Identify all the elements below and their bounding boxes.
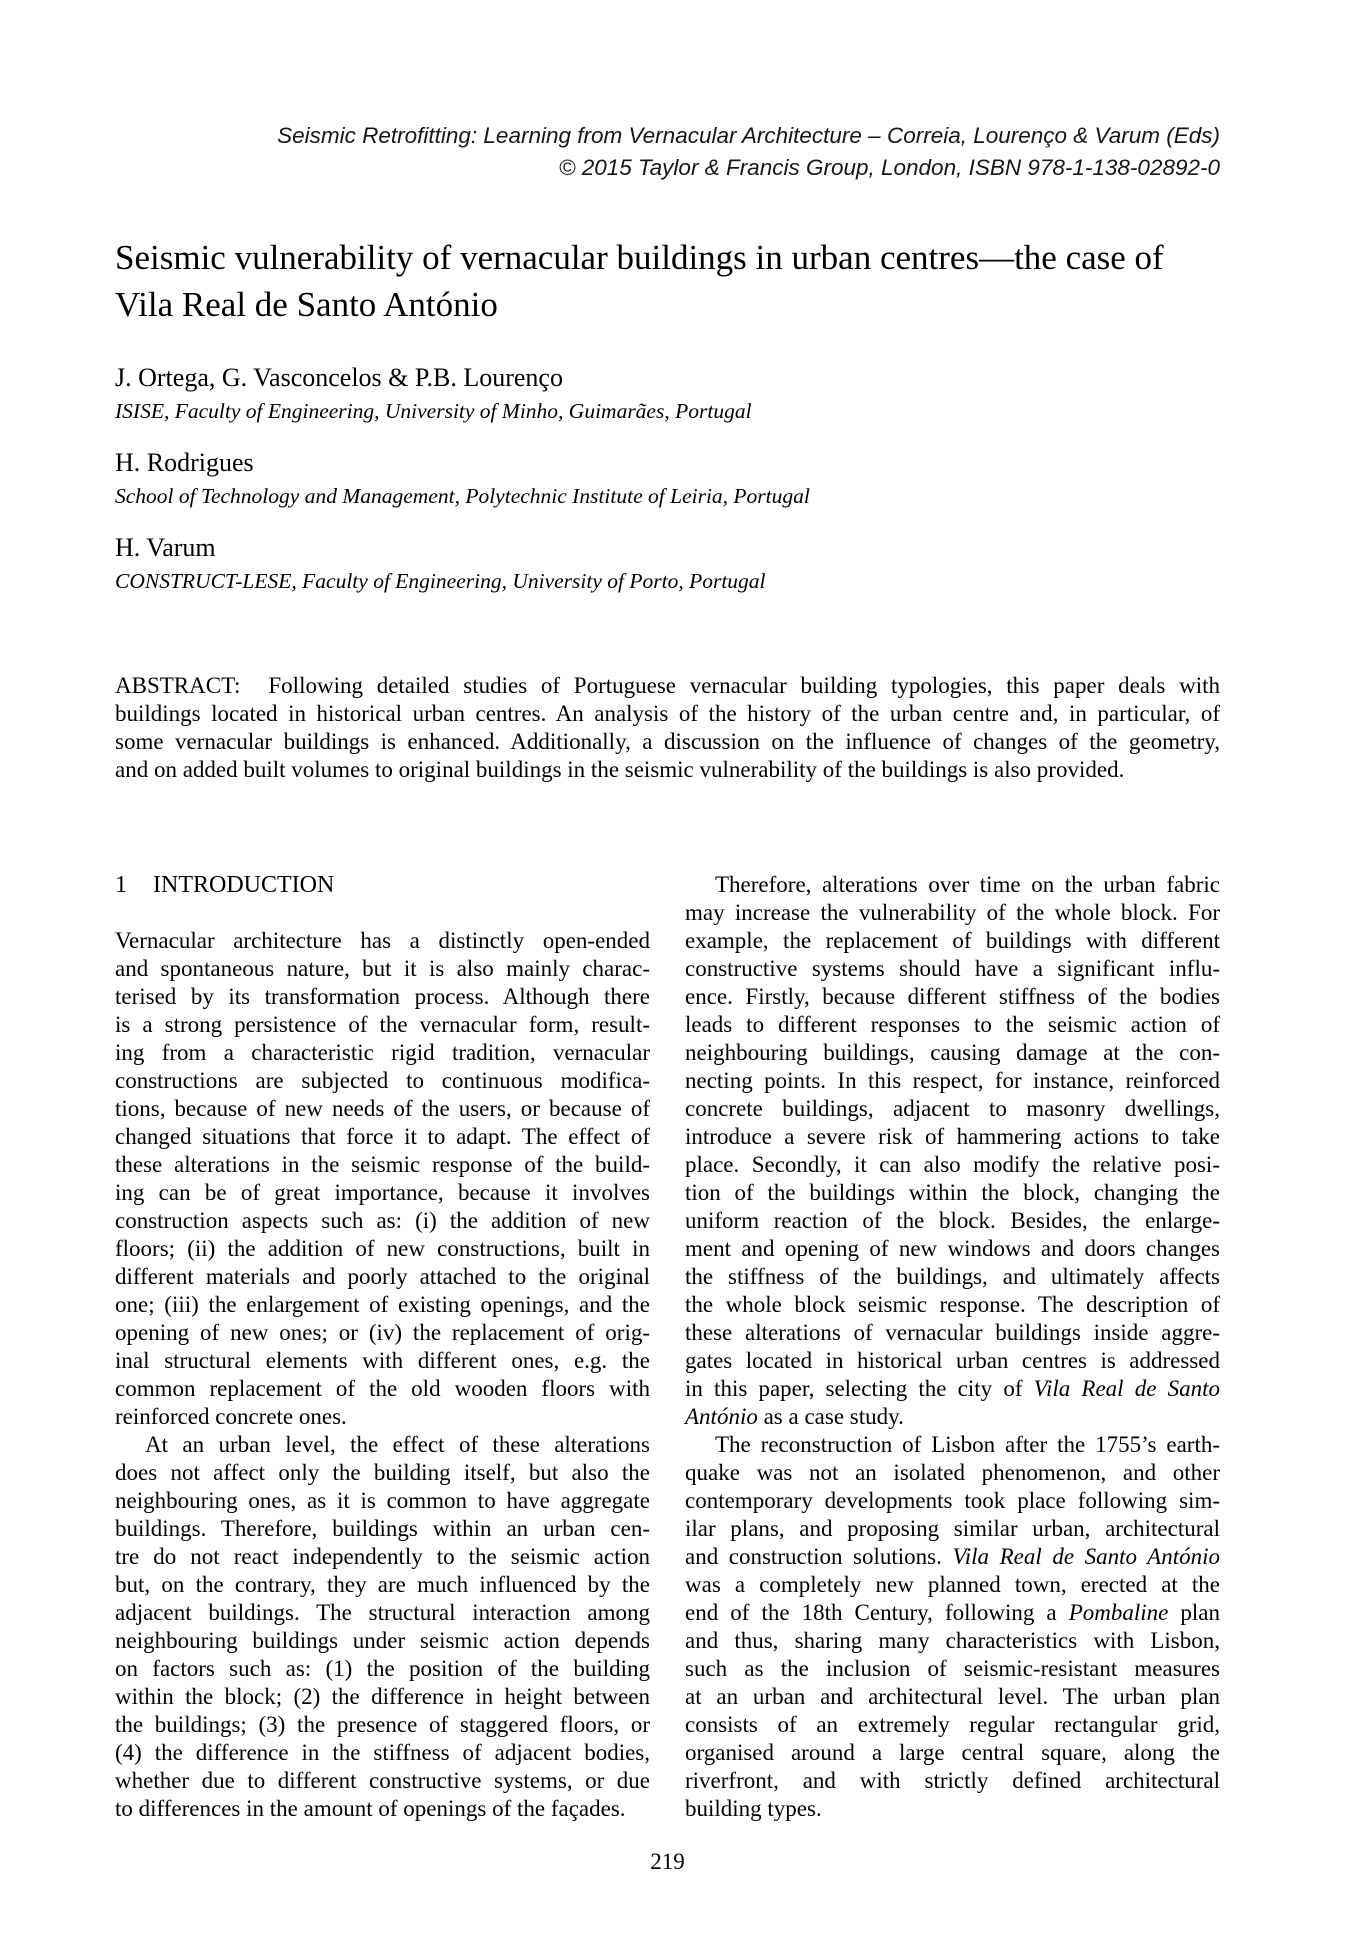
text-line: changed situations that force it to adapt. The effect of: [115, 1124, 650, 1149]
text-line: reinforced concrete ones.: [115, 1404, 347, 1429]
text-line: quake was not an isolated phenomenon, and other: [685, 1460, 1220, 1485]
text-line: consists of an extremely regular rectangular grid,: [685, 1712, 1220, 1737]
text-line: necting points. In this respect, for instance, reinforced: [685, 1068, 1220, 1093]
text-line: neighbouring buildings under seismic action depends: [115, 1628, 650, 1653]
text-line: opening of new ones; or (iv) the replacement of orig-: [115, 1320, 650, 1345]
text-line: neighbouring ones, as it is common to have aggregate: [115, 1488, 650, 1513]
text-line: tion of the buildings within the block, changing the: [685, 1180, 1220, 1205]
paper-title-line-1: Seismic vulnerability of vernacular buildings in urban centres—the case of: [115, 238, 1164, 277]
author-names: H. Rodrigues: [115, 448, 254, 477]
paragraph: [115, 1431, 650, 1823]
left-column: [115, 871, 650, 1823]
text-line: construction aspects such as: (i) the addition of new: [115, 1208, 650, 1233]
author-affiliation: School of Technology and Management, Polytechnic Institute of Leiria, Portugal: [115, 484, 810, 508]
text-line: adjacent buildings. The structural interaction among: [115, 1600, 650, 1625]
text-line: example, the replacement of buildings with different: [685, 928, 1220, 953]
text-line: constructive systems should have a significant influ-: [685, 956, 1220, 981]
text-line: in this paper, selecting the city of Vila Real de Santo: [685, 1376, 1220, 1401]
text-line: and thus, sharing many characteristics with Lisbon,: [685, 1628, 1220, 1653]
text-line: ABSTRACT: Following detailed studies of Portuguese vernacular building typologies, this paper deals with: [115, 673, 1220, 698]
text-line: António as a case study.: [685, 1404, 904, 1429]
text-line: but, on the contrary, they are much influenced by the: [115, 1572, 650, 1597]
text-line: (4) the difference in the stiffness of adjacent bodies,: [115, 1740, 650, 1765]
text-line: ing can be of great importance, because it involves: [115, 1180, 650, 1205]
text-line: these alterations in the seismic response of the build-: [115, 1152, 650, 1177]
text-line: The reconstruction of Lisbon after the 1755’s earth-: [715, 1432, 1220, 1457]
author-names: H. Varum: [115, 533, 216, 562]
book-header: [115, 120, 1220, 184]
text-line: ment and opening of new windows and doors changes: [685, 1236, 1220, 1261]
text-line: introduce a severe risk of hammering actions to take: [685, 1124, 1220, 1149]
section-title: INTRODUCTION: [153, 872, 335, 898]
text-line: Vernacular architecture has a distinctly open-ended: [115, 928, 650, 953]
book-header-line-2: © 2015 Taylor & Francis Group, London, ISBN 978-1-138-02892-0: [558, 155, 1220, 180]
author-group: [115, 533, 1220, 594]
text-line: organised around a large central square, along the: [685, 1740, 1220, 1765]
text-line: uniform reaction of the block. Besides, the enlarge-: [685, 1208, 1220, 1233]
book-header-line-1: Seismic Retrofitting: Learning from Vernacular Architecture – Correia, Lourenço & Varum (Eds): [277, 123, 1220, 148]
text-line: ing from a characteristic rigid tradition, vernacular: [115, 1040, 650, 1065]
text-line: such as the inclusion of seismic-resistant measures: [685, 1656, 1220, 1681]
text-line: neighbouring buildings, causing damage at the con-: [685, 1040, 1220, 1065]
text-line: building types.: [685, 1796, 822, 1821]
text-line: concrete buildings, adjacent to masonry dwellings,: [685, 1096, 1220, 1121]
text-line: tre do not react independently to the seismic action: [115, 1544, 650, 1569]
text-line: the stiffness of the buildings, and ultimately affects: [685, 1264, 1220, 1289]
text-line: and on added built volumes to original buildings in the seismic vulnerability of the buildings is also provided.: [115, 757, 1125, 782]
abstract: [115, 672, 1220, 784]
text-line: buildings. Therefore, buildings within an urban cen-: [115, 1516, 650, 1541]
text-line: the buildings; (3) the presence of staggered floors, or: [115, 1712, 650, 1737]
text-line: end of the 18th Century, following a Pombaline plan: [685, 1600, 1220, 1625]
page-number: 219: [650, 1849, 685, 1874]
text-line: floors; (ii) the addition of new constructions, built in: [115, 1236, 650, 1261]
paragraph: [685, 1431, 1220, 1823]
text-line: buildings located in historical urban centres. An analysis of the history of the urban centre and, in particular, of: [115, 701, 1220, 726]
text-line: these alterations of vernacular buildings inside aggre-: [685, 1320, 1220, 1345]
text-line: constructions are subjected to continuous modifica-: [115, 1068, 650, 1093]
author-group: [115, 448, 1220, 509]
text-line: was a completely new planned town, erected at the: [685, 1572, 1220, 1597]
text-line: different materials and poorly attached to the original: [115, 1264, 650, 1289]
text-line: is a strong persistence of the vernacular form, result-: [115, 1012, 650, 1037]
paper-title-line-2: Vila Real de Santo António: [115, 285, 498, 324]
text-line: ilar plans, and proposing similar urban, architectural: [685, 1516, 1220, 1541]
text-line: gates located in historical urban centres is addressed: [685, 1348, 1220, 1373]
text-line: some vernacular buildings is enhanced. Additionally, a discussion on the influence of changes of the geometry,: [115, 729, 1220, 754]
paragraph: [685, 871, 1220, 1431]
text-line: ence. Firstly, because different stiffness of the bodies: [685, 984, 1220, 1009]
right-column: [685, 871, 1220, 1823]
text-line: tions, because of new needs of the users, or because of: [115, 1096, 650, 1121]
section-number: 1: [115, 872, 127, 898]
text-line: and spontaneous nature, but it is also mainly charac-: [115, 956, 650, 981]
paper-title: [115, 234, 1220, 328]
author-group: [115, 363, 1220, 424]
text-line: at an urban and architectural level. The urban plan: [685, 1684, 1220, 1709]
text-line: Therefore, alterations over time on the urban fabric: [715, 872, 1220, 897]
text-line: the whole block seismic response. The description of: [685, 1292, 1220, 1317]
text-line: on factors such as: (1) the position of the building: [115, 1656, 650, 1681]
text-line: riverfront, and with strictly defined architectural: [685, 1768, 1220, 1793]
page-footer: [115, 1848, 1220, 1876]
author-names: J. Ortega, G. Vasconcelos & P.B. Lourenço: [115, 363, 563, 392]
text-line: contemporary developments took place following sim-: [685, 1488, 1220, 1513]
paragraph: [115, 927, 650, 1431]
author-affiliation: CONSTRUCT-LESE, Faculty of Engineering, University of Porto, Portugal: [115, 569, 766, 593]
text-line: may increase the vulnerability of the whole block. For: [685, 900, 1220, 925]
author-affiliation: ISISE, Faculty of Engineering, University of Minho, Guimarães, Portugal: [115, 399, 752, 423]
text-line: At an urban level, the effect of these alterations: [145, 1432, 650, 1457]
text-line: does not affect only the building itself, but also the: [115, 1460, 650, 1485]
text-line: inal structural elements with different ones, e.g. the: [115, 1348, 650, 1373]
text-line: within the block; (2) the difference in height between: [115, 1684, 650, 1709]
text-line: terised by its transformation process. Although there: [115, 984, 650, 1009]
text-line: one; (iii) the enlargement of existing openings, and the: [115, 1292, 650, 1317]
text-line: to differences in the amount of openings of the façades.: [115, 1796, 626, 1821]
text-line: and construction solutions. Vila Real de Santo António: [685, 1544, 1220, 1569]
text-line: whether due to different constructive systems, or due: [115, 1768, 650, 1793]
text-line: leads to different responses to the seismic action of: [685, 1012, 1220, 1037]
authors-section: [115, 363, 1220, 618]
text-line: place. Secondly, it can also modify the relative posi-: [685, 1152, 1220, 1177]
section-heading: [115, 871, 650, 899]
text-line: common replacement of the old wooden floors with: [115, 1376, 650, 1401]
